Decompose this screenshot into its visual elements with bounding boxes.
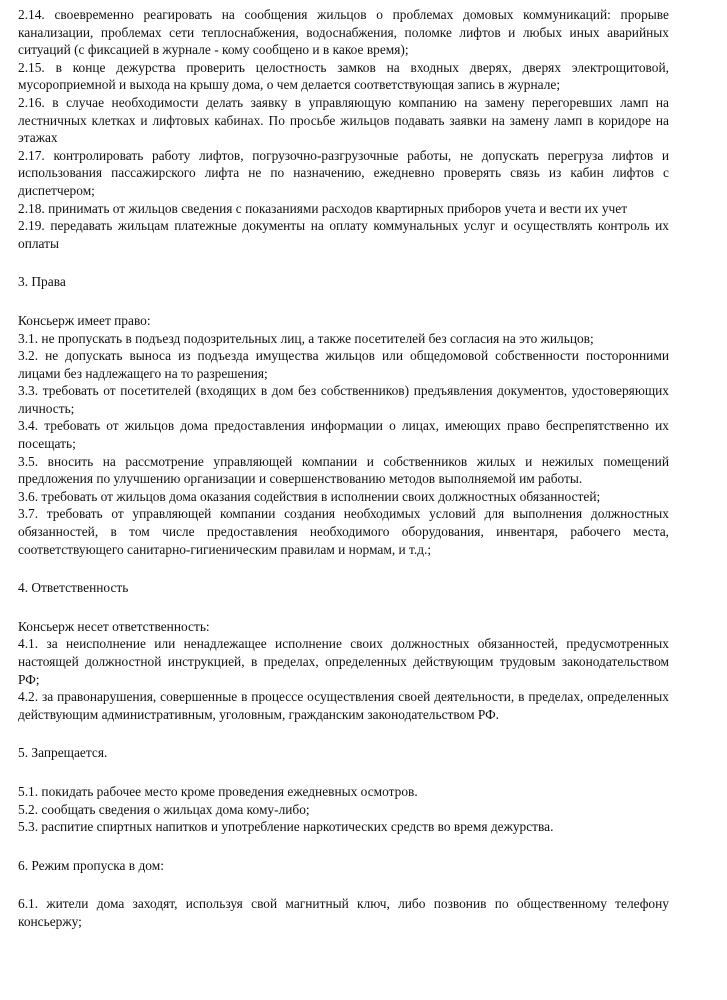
spacer [18, 291, 669, 312]
item-3-4: 3.4. требовать от жильцов дома предоставления информации о лицах, имеющих право беспрепятственно их посещать; [18, 418, 669, 452]
section-3-intro: Консьерж имеет право: [18, 312, 151, 328]
section-4-heading: 4. Ответственность [18, 580, 129, 596]
spacer [18, 558, 669, 579]
spacer [18, 762, 669, 783]
item-2-18: 2.18. принимать от жильцов сведения с показаниями расходов квартирных приборов учета и вести их учет [18, 200, 628, 216]
item-2-17: 2.17. контролировать работу лифтов, погрузочно-разгрузочные работы, не допускать перегруза лифтов и использования пассажирского лифта не по назначению, ежедневно проверять связь из кабин лифтов с диспетчером; [18, 147, 669, 198]
item-3-6: 3.6. требовать от жильцов дома оказания содействия в исполнении своих должностных обязанностей; [18, 488, 601, 504]
item-2-16: 2.16. в случае необходимости делать заявку в управляющую компанию на замену перегоревших ламп на лестничных клетках и лифтовых кабинах. По просьбе жильцов подавать заявки на замену ламп в коридоре на этажах [18, 94, 669, 146]
item-6-1: 6.1. жители дома заходят, используя свой магнитный ключ, либо позвонив по общественному телефону консьержу; [18, 896, 669, 929]
spacer [18, 836, 669, 857]
section-3-heading: 3. Права [18, 274, 66, 290]
item-2-15: 2.15. в конце дежурства проверить целостность замков на входных дверях, дверях электрощитовой, мусороприемной и выхода на крышу дома, о чем делается соответствующая запись в журнале; [18, 59, 669, 93]
item-5-1: 5.1. покидать рабочее место кроме проведения ежедневных осмотров. [18, 783, 418, 799]
item-2-19: 2.19. передавать жильцам платежные документы на оплату коммунальных услуг и осуществлять контроль их оплаты [18, 218, 669, 251]
item-4-1: 4.1. за неисполнение или ненадлежащее исполнение своих должностных обязанностей, предусмотренных настоящей должностной инструкцией, в пределах, определенных действующим трудовым законодательством РФ; [18, 636, 669, 687]
item-3-7: 3.7. требовать от управляющей компании создания необходимых условий для выполнения должностных обязанностей, в том числе предоставления необходимого оборудования, инвентаря, рабочего места, соответствующего санитарно-гигиеническим правилам и нормам, и т.д.; [18, 506, 669, 557]
item-3-2: 3.2. не допускать выноса из подъезда имущества жильцов или общедомовой собственности посторонними лицами без надлежащего на то разрешения; [18, 348, 669, 381]
spacer [18, 874, 669, 895]
section-6-heading: 6. Режим пропуска в дом: [18, 857, 164, 873]
spacer [18, 597, 669, 618]
spacer [18, 252, 669, 273]
section-4-intro: Консьерж несет ответственность: [18, 618, 210, 634]
section-5-heading: 5. Запрещается. [18, 745, 108, 761]
item-3-1: 3.1. не пропускать в подъезд подозрительных лиц, а также посетителей без согласия на это жильцов; [18, 330, 594, 346]
item-4-2: 4.2. за правонарушения, совершенные в процессе осуществления своей деятельности, в пределах, определенных действующим административным, уголовным, гражданским законодательством РФ. [18, 689, 669, 722]
item-5-2: 5.2. сообщать сведения о жильцах дома кому-либо; [18, 801, 310, 817]
item-3-3: 3.3. требовать от посетителей (входящих в дом без собственников) предъявления документов, удостоверяющих личность; [18, 383, 669, 416]
item-3-5: 3.5. вносить на рассмотрение управляющей компании и собственников жилых и нежилых помещений предложения по улучшению организации и совершенствованию методов выполняемой им работы. [18, 453, 669, 487]
spacer [18, 723, 669, 744]
item-2-14: 2.14. своевременно реагировать на сообщения жильцов о проблемах домовых коммуникаций: прорыве канализации, проблемах сети теплоснабжения, водоснабжения, поломке лифтов и любых иных аварийных ситуаций (с фиксацией в журнале - кому сообщено и в какое время); [18, 7, 669, 58]
item-5-3: 5.3. распитие спиртных напитков и употребление наркотических средств во время дежурства. [18, 819, 554, 835]
